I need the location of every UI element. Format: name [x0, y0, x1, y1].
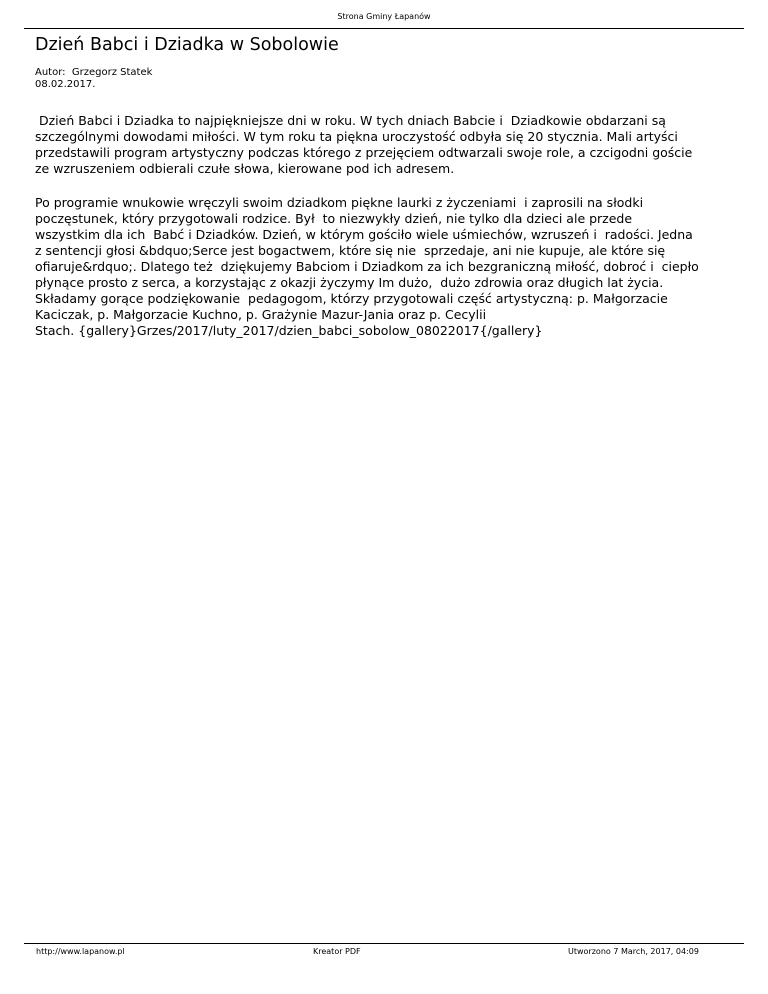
text-line: ofiaruje&rdquo;. Dlatego też dziękujemy Babciom i Dziadkom za ich bezgraniczną miłość, dobroć i ciepło	[35, 259, 699, 274]
article-body	[35, 113, 755, 339]
text-line: Stach. {gallery}Grzes/2017/luty_2017/dzien_babci_sobolow_08022017{/gallery}	[35, 323, 543, 338]
text-line: Po programie wnukowie wręczyli swoim dziadkom piękne laurki z życzeniami i zaprosili na słodki	[35, 195, 644, 210]
text-line: Dzień Babci i Dziadka to najpiękniejsze dni w roku. W tych dniach Babcie i Dziadkowie obdarzani są	[35, 113, 666, 128]
text-line: szczególnymi dowodami miłości. W tym roku ta piękna uroczystość odbyła się 20 stycznia. Mali artyści	[35, 129, 678, 144]
footer-created: Utworzono 7 March, 2017, 04:09	[568, 947, 699, 956]
page-footer	[24, 943, 744, 960]
article-title: Dzień Babci i Dziadka w Sobolowie	[35, 35, 339, 55]
paragraph-2	[35, 195, 755, 339]
paragraph-spacer	[35, 177, 755, 195]
text-line: przedstawili program artystyczny podczas którego z przejęciem odtwarzali swoje role, a czcigodni goście	[35, 145, 693, 160]
site-title: Strona Gminy Łapanów	[337, 12, 431, 21]
text-line: płynące prosto z serca, a korzystając z okazji życzymy Im dużo, dużo zdrowia oraz długich lat życia.	[35, 275, 664, 290]
paragraph-1	[35, 113, 755, 177]
author-line: Autor: Grzegorz Statek	[35, 67, 153, 78]
page-header	[24, 12, 744, 29]
text-line: Składamy gorące podziękowanie pedagogom, którzy przygotowali część artystyczną: p. Małgorzacie	[35, 291, 668, 306]
text-line: poczęstunek, który przygotowali rodzice. Był to niezwykły dzień, nie tylko dla dzieci ale przede	[35, 211, 633, 226]
article-date: 08.02.2017.	[35, 79, 96, 90]
footer-url: http://www.lapanow.pl	[36, 947, 125, 956]
text-line: wszystkim dla ich Babć i Dziadków. Dzień, w którym gościło wiele uśmiechów, wzruszeń i radości. Jedna	[35, 227, 693, 242]
text-line: z sentencji głosi &bdquo;Serce jest bogactwem, które się nie sprzedaje, ani nie kupuje, ale które się	[35, 243, 666, 258]
article-meta	[35, 67, 152, 91]
text-line: ze wzruszeniem odbierali czułe słowa, kierowane pod ich adresem.	[35, 161, 455, 176]
footer-generator: Kreator PDF	[313, 947, 361, 956]
text-line: Kaciczak, p. Małgorzacie Kuchno, p. Grażynie Mazur-Jania oraz p. Cecylii	[35, 307, 487, 322]
